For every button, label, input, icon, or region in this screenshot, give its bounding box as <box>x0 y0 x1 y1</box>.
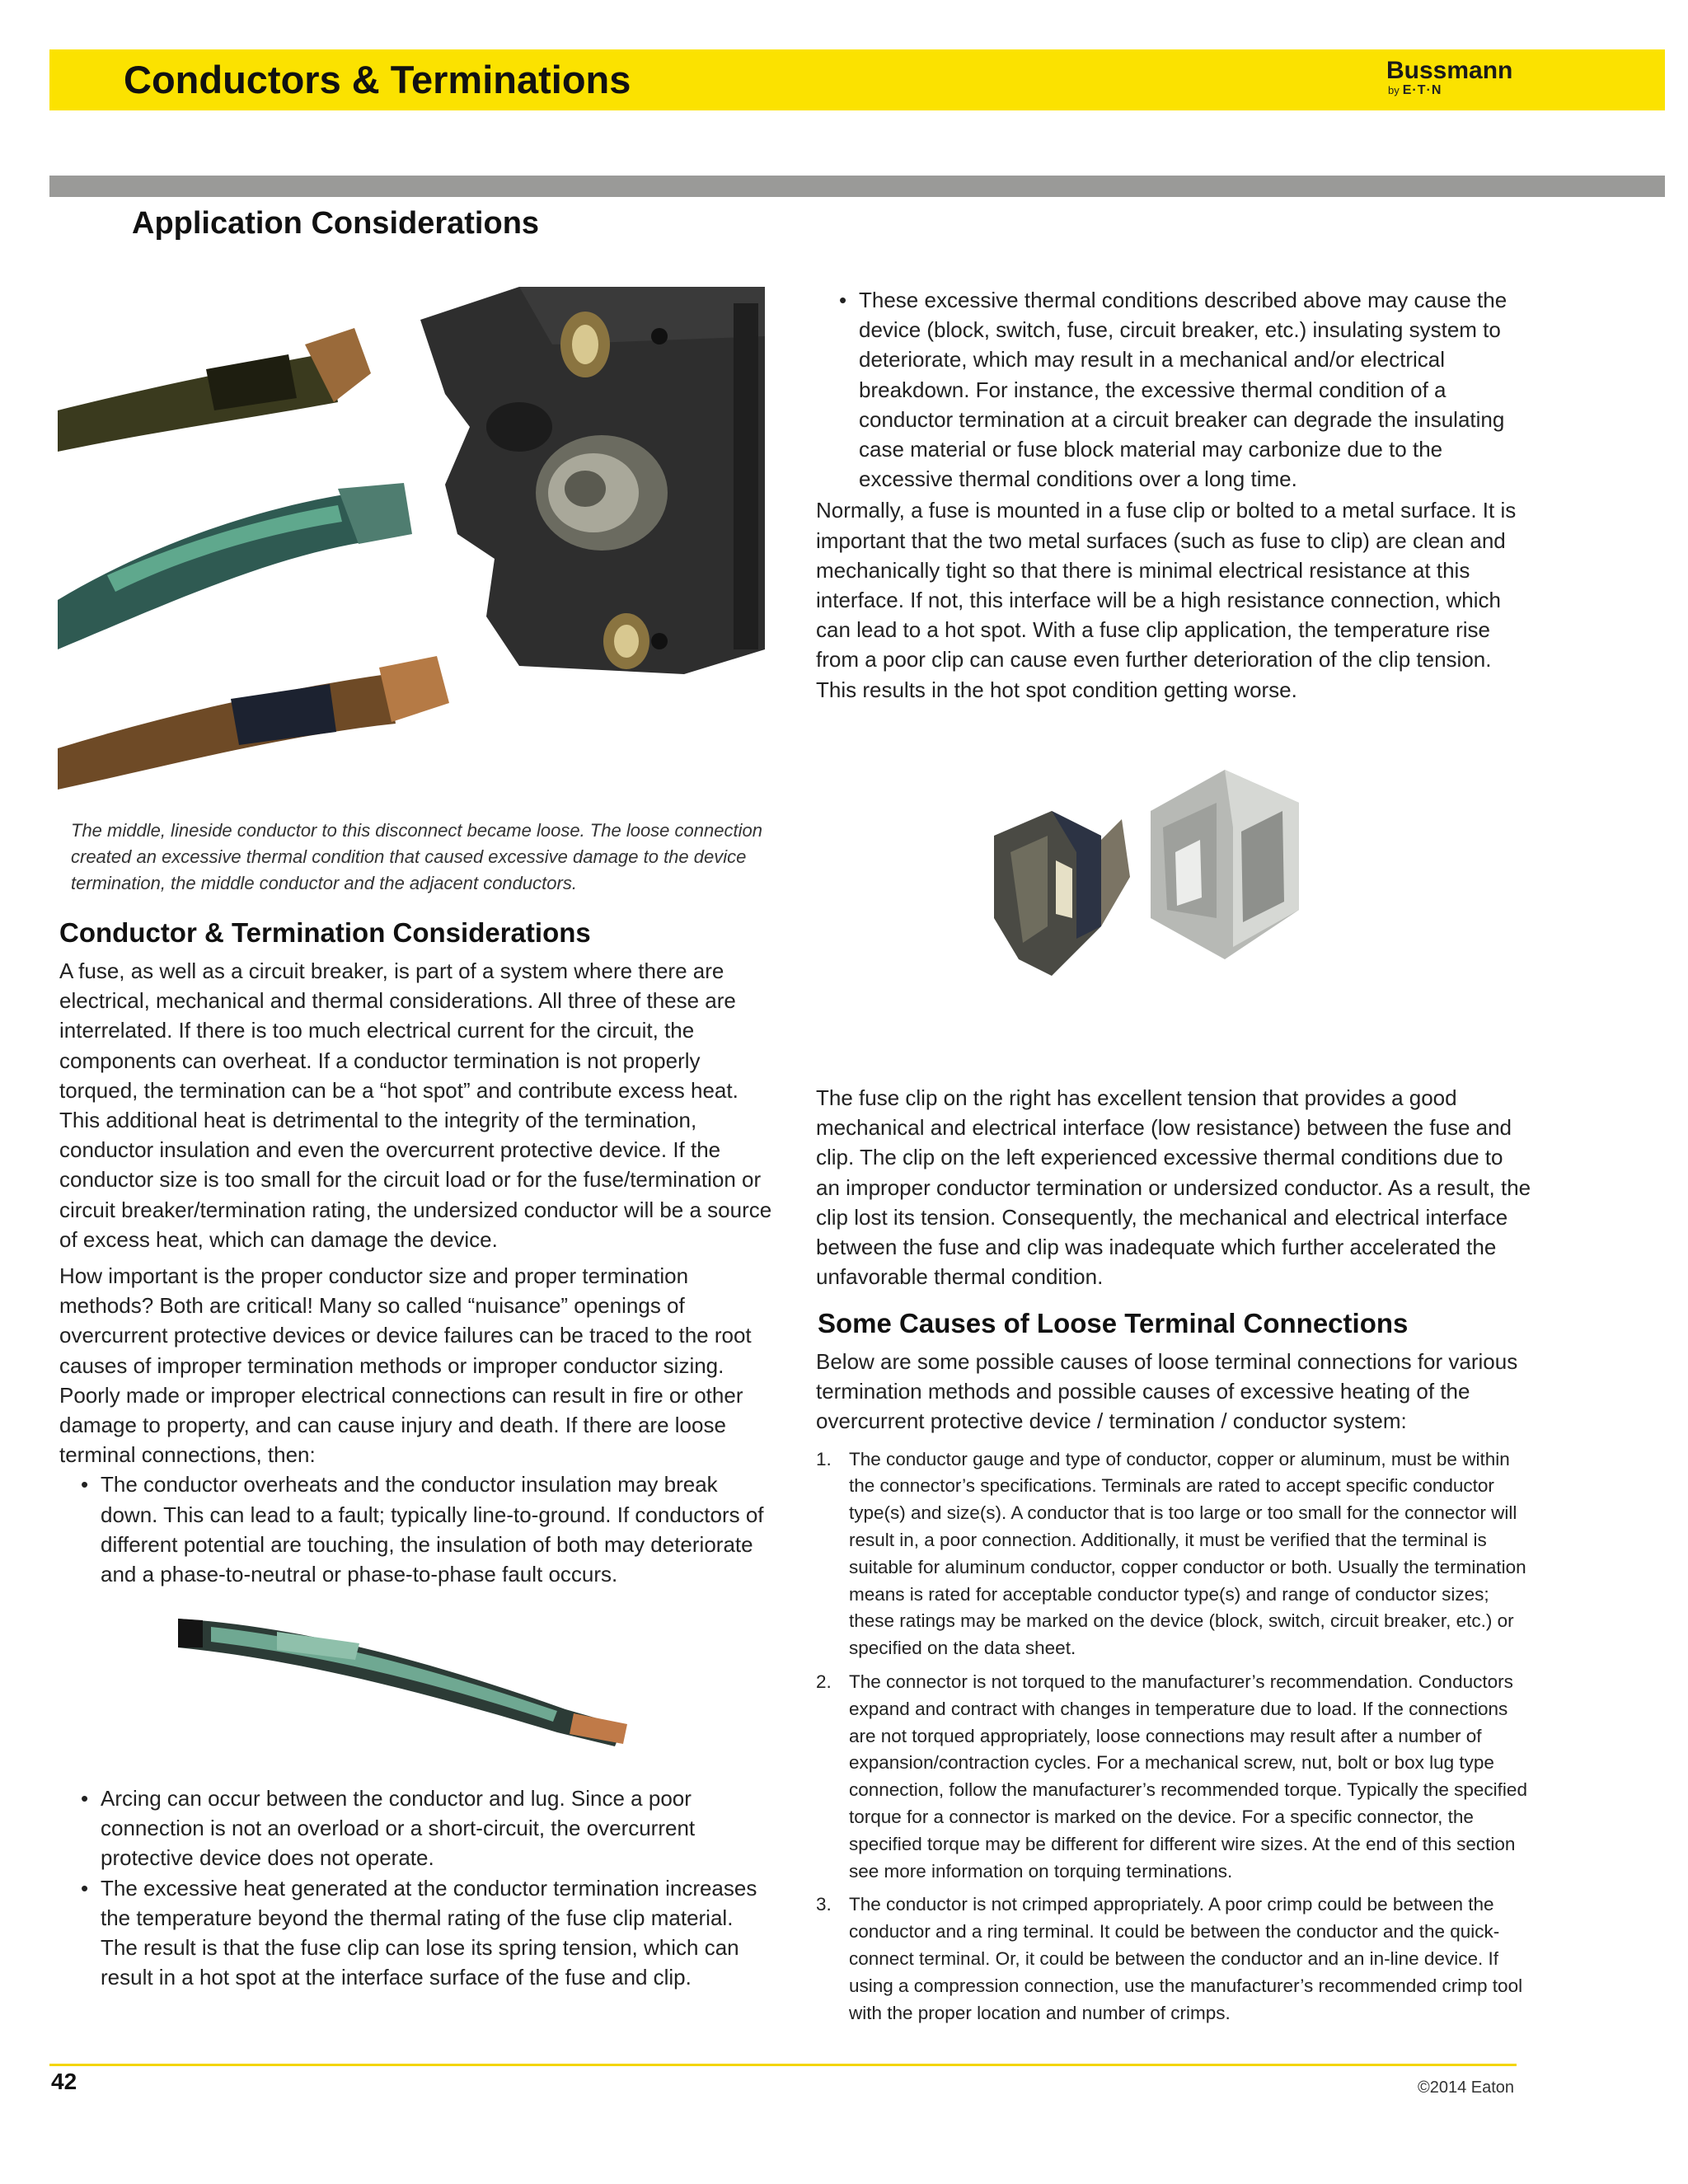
list-number: 1. <box>816 1448 832 1469</box>
footer-rule <box>49 2064 1517 2066</box>
list-item <box>816 1669 1531 1885</box>
bullet-item: • Arcing can occur between the conductor and lug. Since a poor connection is not an overload or a short-circuit, the overcurrent protective device does not operate. <box>81 1783 773 1873</box>
left-column-upper <box>59 956 773 1589</box>
bullet-item: • The conductor overheats and the conductor insulation may break down. This can lead to a fault; typically line-to-ground. If conductors of different potential are touching, the insulation of both may deteriorate and a phase-to-neutral or phase-to-phase fault occurs. <box>81 1469 773 1589</box>
paragraph: A fuse, as well as a circuit breaker, is part of a system where there are electrical, mechanical and thermal considerations. All three of these are interrelated. If there is too much electrical current for the circuit, the components can overheat. If a conductor termination is not properly torqued, the termination can be a “hot spot” and contribute excess heat. This additional heat is detrimental to the integrity of the termination, conductor insulation and even the overcurrent protective device. If the conductor size is too small for the circuit load or for the fuse/termination or circuit breaker/termination rating, the undersized conductor will be a source of excess heat, which can damage the device. <box>59 958 772 1252</box>
eaton-logo: E·T·N <box>1402 83 1442 97</box>
burned-disconnect-photo <box>58 287 765 814</box>
paragraph: The fuse clip on the right has excellent tension that provides a good mechanical and electrical interface (low resistance) between the fuse and clip. The clip on the left experienced excessive thermal conditions due to an improper conductor termination or undersized conductor. As a result, the clip lost its tension. Consequently, the mechanical and electrical interface between the fuse and clip was inadequate which further accelerated the unfavorable thermal condition. <box>816 1085 1531 1290</box>
bullet-item: • The excessive heat generated at the conductor termination increases the temperature beyond the thermal rating of the fuse clip material. The result is that the fuse clip can lose its spring tension, which can result in a hot spot at the interface surface of the fuse and clip. <box>81 1873 773 1993</box>
conductor-termination-heading: Conductor & Termination Considerations <box>59 917 591 948</box>
right-column-lower <box>816 1347 1531 2027</box>
bullet-item: • These excessive thermal conditions described above may cause the device (block, switch, fuse, circuit breaker, etc.) insulating system to deteriorate, which may result in a mechanical and/or electrical breakdown. For instance, the excessive thermal condition of a conductor termination at a circuit breaker can degrade the insulating case material or fuse block material may carbonize due to the excessive thermal conditions over a long time. <box>839 285 1531 494</box>
brand-name: Bussmann <box>1386 57 1513 84</box>
page-number: 42 <box>51 2069 77 2094</box>
section-heading: Application Considerations <box>132 206 540 241</box>
fuse-clips-photo <box>978 762 1324 989</box>
list-text: The conductor is not crimped appropriately. A poor crimp could be between the conductor and a ring terminal. It could be between the conductor and the quick-connect terminal. Or, it could be between the conductor and an in-line device. If using a compression connection, use the manufacturer’s recommended crimp tool with the proper location and number of crimps. <box>849 1894 1523 2023</box>
paragraph: Normally, a fuse is mounted in a fuse clip or bolted to a metal surface. It is important that the two metal surfaces (such as fuse to clip) are clean and mechanically tight so that there is minimal electrical resistance at this interface. If not, this interface will be a high resistance connection, which can lead to a hot spot. With a fuse clip application, the temperature rise from a poor clip can cause even further deterioration of the clip tension. This results in the hot spot condition getting worse. <box>816 498 1517 702</box>
list-item <box>816 1446 1531 1662</box>
brand-byline: by E·T·N <box>1388 83 1442 97</box>
list-text: The conductor gauge and type of conductor, copper or aluminum, must be within the connector’s specifications. Terminals are rated to accept specific conductor type(s) and size(s). A conductor that is too large or too small for the connector will result in, a poor connection. Additionally, it must be verified that the terminal is suitable for aluminum conductor, copper conductor or both. Usually the termination means is rated for acceptable conductor type(s) and range of conductor sizes; these ratings may be marked on the device (block, switch, circuit breaker, etc.) or specified on the data sheet. <box>849 1448 1526 1659</box>
brand-logo <box>1386 58 1512 97</box>
copyright: ©2014 Eaton <box>1418 2079 1515 2097</box>
paragraph: How important is the proper conductor size and proper termination methods? Both are critical! Many so called “nuisance” openings of overcurrent protective devices or device failures can be traced to the root causes of improper termination methods or improper conductor sizing. Poorly made or improper electrical connections can result in fire or other damage to property, and can cause injury and death. If there are loose terminal connections, then: <box>59 1263 752 1468</box>
loose-connections-heading: Some Causes of Loose Terminal Connections <box>818 1308 1409 1338</box>
list-item <box>816 1891 1531 2027</box>
right-column-middle <box>816 1083 1531 1291</box>
list-number: 3. <box>816 1894 832 1915</box>
photo-caption: The middle, lineside conductor to this disconnect became loose. The loose connection created an excessive thermal condition that caused excessive damage to the device termination, the middle conductor and the adjacent conductors. <box>71 820 762 893</box>
left-column-lower <box>59 1783 773 1992</box>
section-rule <box>49 176 1665 197</box>
paragraph: Below are some possible causes of loose terminal connections for various termination methods and possible causes of excessive heating of the overcurrent protective device / termination / conductor system: <box>816 1349 1518 1434</box>
right-column-upper <box>816 285 1531 705</box>
list-number: 2. <box>816 1671 832 1692</box>
page-title: Conductors & Terminations <box>124 58 631 101</box>
corroded-conductor-photo <box>178 1602 640 1750</box>
list-text: The connector is not torqued to the manufacturer’s recommendation. Conductors expand and contract with changes in temperature due to load. If the connections are not torqued appropriately, loose connections may result after a number of expansion/contraction cycles. For a mechanical screw, nut, bolt or box lug type connection, follow the manufacturer’s recommended torque. Typically the specified torque for a connector is marked on the device. For a specific connector, the specified torque may be different for different wire sizes. At the end of this section see more information on torquing terminations. <box>849 1671 1527 1882</box>
